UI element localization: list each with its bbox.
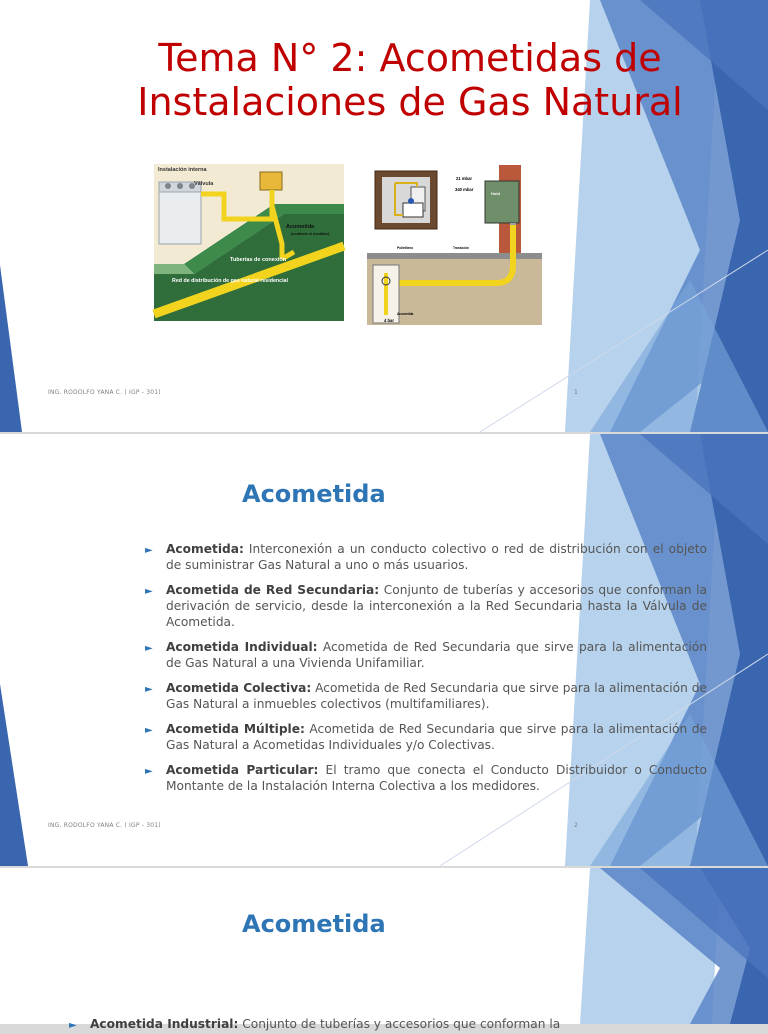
label-internal: Instalación interna (158, 167, 207, 173)
footer-author: ING. RODOLFO YANA C. ( IGP - 301) (48, 389, 161, 396)
list-item: ► Acometida Colectiva: Acometida de Red Secundaria que sirve para la alimentación de Gas Natural a inmuebles colectivos (multifamiliares). (145, 681, 707, 711)
slide-1 (0, 0, 768, 432)
bullet-arrow-icon: ► (145, 725, 153, 736)
slide-3 (0, 868, 768, 1031)
slide-2 (0, 434, 768, 866)
bullet-arrow-icon: ► (69, 1020, 77, 1031)
slide-3-decoration (0, 868, 768, 1024)
slide-title: Tema N° 2: Acometidas de Instalaciones de Gas Natural (137, 36, 683, 124)
slide-heading: Acometida (242, 480, 386, 508)
gas-installation-illustration (154, 164, 344, 321)
list-item: ► Acometida: Interconexión a un conducto colectivo o red de distribución con el objeto de suministrar Gas Natural a uno o más usuarios. (145, 542, 707, 572)
label-340mbar: 340 mbar (455, 187, 474, 192)
slide-heading: Acometida (242, 910, 386, 938)
label-pipes: Tuberías de conexión (230, 257, 287, 263)
gas-meter-diagram (367, 165, 542, 325)
label-acometida-note: (contiene el medidor) (291, 232, 330, 236)
page-number: 1 (574, 389, 578, 396)
list-item: ► Acometida Múltiple: Acometida de Red Secundaria que sirve para la alimentación de Gas Natural a Acometidas Individuales y/o Colectivas. (145, 722, 707, 752)
definition-list (142, 541, 707, 803)
bullet-arrow-icon: ► (145, 684, 153, 695)
list-item: ► Acometida Particular: El tramo que conecta el Conducto Distribuidor o Conducto Montante de la Instalación Interna Colectiva a los medidores. (145, 763, 707, 793)
bullet-arrow-icon: ► (145, 643, 153, 654)
bullet-arrow-icon: ► (145, 766, 153, 777)
label-acometida-right: Acometida (397, 312, 414, 316)
label-polietileno: Polietileno (397, 246, 414, 250)
label-valve: Válvula (194, 181, 214, 187)
page-number: 2 (574, 822, 578, 829)
list-item: ► Acometida de Red Secundaria: Conjunto de tuberías y accesorios que conforman la derivación de servicio, desde la interconexión a la Red Secundaria hasta la Válvula de Acometida. (145, 583, 707, 629)
list-item: ► Acometida Individual: Acometida de Red Secundaria que sirve para la alimentación de Gas Natural a una Vivienda Unifamiliar. (145, 640, 707, 670)
label-transicion: Transición (453, 246, 469, 250)
label-21mbar: 21 mbar (456, 176, 473, 181)
bullet-arrow-icon: ► (145, 545, 153, 556)
label-hold: Hold (491, 191, 500, 196)
footer-author: ING. RODOLFO YANA C. ( IGP - 301) (48, 822, 161, 829)
definition-list (66, 1016, 706, 1032)
label-acometida: Acometida (286, 224, 315, 230)
label-4bar: 4 bar (384, 318, 395, 323)
bullet-arrow-icon: ► (145, 586, 153, 597)
label-network: Red de distribución de gas natural residencial (172, 278, 288, 284)
list-item: ► Acometida Industrial: Conjunto de tuberías y accesorios que conforman la (66, 1016, 706, 1032)
